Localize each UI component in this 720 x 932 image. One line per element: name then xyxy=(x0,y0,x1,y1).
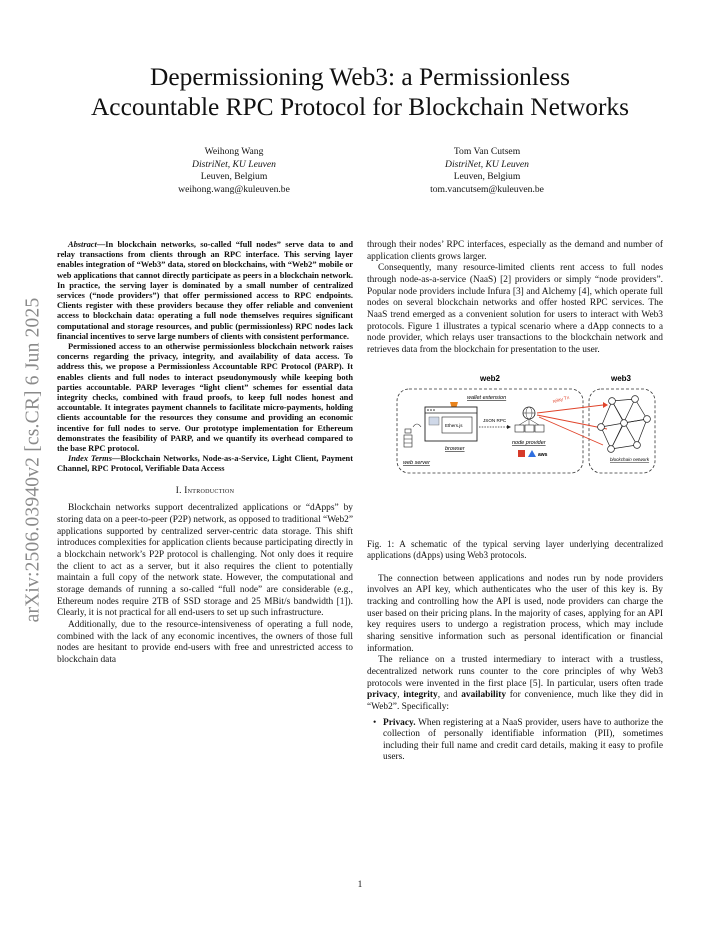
continued-paragraph: through their nodes’ RPC interfaces, especially as the demand and number of application clients grows larger. xyxy=(367,240,663,262)
arxiv-identifier xyxy=(20,235,46,685)
web3-label: web3 xyxy=(611,373,632,383)
browser-label: browser xyxy=(445,445,465,452)
aws-logo: aws xyxy=(538,451,548,458)
author-affiliation: DistriNet, KU Leuven xyxy=(445,158,529,170)
author-name: Weihong Wang xyxy=(204,146,264,157)
left-column xyxy=(57,240,353,667)
text-span: , xyxy=(397,690,404,701)
paragraph-naas: Consequently, many resource-limited clients rent access to full nodes through node-as-a-service (NaaS) [2] providers or simply “node providers”. Popular node providers include Infura [3] and Alchemy [4], which operate full nodes on several blockchain networks and offer hosted RPC services. The NaaS trend emerged as a convenient solution for users to interact with Web3 protocols. Figure 1 illustrates a typical scenario where a dApp connects to a node provider, which relays user transactions to the blockchain network and retrieves data from the blockchain for presentation to the user. xyxy=(367,263,663,355)
arxiv-stamp-text: arXiv:2506.03940v2 [cs.CR] 6 Jun 2025 xyxy=(22,297,43,623)
author-affiliation: DistriNet, KU Leuven xyxy=(192,158,276,170)
figure-1-schematic xyxy=(367,369,663,529)
paragraph-trusted-intermediary xyxy=(367,655,663,713)
right-column xyxy=(367,240,663,764)
json-rpc-arrowhead xyxy=(507,425,511,429)
web-server-label: web server xyxy=(403,459,430,466)
abstract-paragraph-2: Permissioned access to an otherwise permissionless blockchain network raises concerns regarding the privacy, integrity, and availability of data access. To address this, we propose a Permissionless Accountable RPC Protocol (PARP). It enables clients and full nodes to interact pseudonymously while keeping both parties accountable. PARP leverages “light client” schemes for essential data integrity checks, combined with fraud proofs, to keep full nodes honest and accountable. It integrates payment channels to facilitate micro-payments, holding clients accountable for the resources they consume and providing an economic incentive for full nodes to serve. Our prototype implementation for Ethereum demonstrates the feasibility of PARP, and we quantify its overhead compared to the base RPC protocol. xyxy=(57,342,353,454)
abstract-lead: Abstract xyxy=(68,240,97,249)
intro-paragraph-2: Additionally, due to the resource-intensiveness of operating a full node, combined with the lack of any economic incentives, the owners of those full nodes are hesitant to provide end-users with free and unrestricted access to blockchain data xyxy=(57,619,353,665)
concerns-list xyxy=(367,718,663,765)
json-rpc-label: JSON RPC xyxy=(483,417,507,423)
node-provider-icon xyxy=(515,407,544,432)
figure-caption: Fig. 1: A schematic of the typical serving layer underlying decentralized applications (dApps) using Web3 protocols. xyxy=(367,539,663,561)
author-block-1 xyxy=(104,146,364,196)
web2-label: web2 xyxy=(480,373,501,383)
page-number: 1 xyxy=(357,880,363,890)
term-privacy: privacy xyxy=(367,690,398,701)
author-location: Leuven, Belgium xyxy=(453,171,521,183)
title-line-1: Depermissioning Web3: a Permissionless xyxy=(150,63,570,91)
node-provider-label: node provider xyxy=(512,439,546,446)
web-server-icon xyxy=(404,424,421,447)
relay-tx-label: relay Tx xyxy=(552,395,571,405)
section-heading: I. Introduction xyxy=(175,484,235,495)
paper-title xyxy=(0,62,720,122)
paragraph-api-key: The connection between applications and nodes run by node providers involves an API key, which authenticates who the user of this key is. By tracking and controlling how the API is used, node providers can charge the user based on their pricing plans. In the majority of cases, applying for an API key requires users to undergo a registration process, which may include sharing sensitive information such as personal identification or financial information. xyxy=(367,573,663,654)
index-terms-lead: Index Terms xyxy=(68,454,112,464)
author-email: weihong.wang@kuleuven.be xyxy=(178,183,290,195)
text-span: for convenience, much like they did in “Web2”. Specifically: xyxy=(367,690,664,712)
provider-logos xyxy=(518,450,536,457)
author-name: Tom Van Cutsem xyxy=(453,146,521,157)
intro-paragraph-1: Blockchain networks support decentralized applications or “dApps” by storing data on a peer-to-peer (P2P) network, as opposed to traditional “Web2” applications supported by centralized server-centric data storage. This shift introduces complexities for application clients because participating directly in a blockchain network’s P2P protocol is challenging. Not only does it require the client to act as a server, but it also requires the client to potentially maintain a full copy of the network state. However, the computational and storage demands of running a so-called “full node” are considerable (e.g., Ethereum nodes require 2TB of SSD storage and 25 MBit/s bandwidth [1]). Clearly, it is not practical for all end-users to set up such infrastructure. xyxy=(57,503,353,619)
relay-tx-arrows xyxy=(537,402,608,445)
text-span: , and xyxy=(437,690,462,701)
ethers-js-label: Ethers.js xyxy=(445,422,463,428)
abstract-paragraph-1 xyxy=(57,240,353,342)
text-span: The reliance on a trusted intermediary to interact with a trustless, decentralized network runs counter to the core principles of why Web3 protocols were invented in the first place [5]. In particular, users often trade xyxy=(367,655,663,689)
author-email: tom.vancutsem@kuleuven.be xyxy=(430,183,544,195)
blockchain-network-label: blockchain network xyxy=(610,456,650,462)
index-terms-text: —Blockchain Networks, Node-as-a-Service, Light Client, Payment Channel, RPC Protocol, Verifiable Data Access xyxy=(57,454,353,474)
list-item-privacy xyxy=(383,718,663,765)
author-location: Leuven, Belgium xyxy=(200,171,268,183)
title-line-2: Accountable RPC Protocol for Blockchain Networks xyxy=(90,93,630,121)
abstract-text-1: —In blockchain networks, so-called “full nodes” serve data to and relay transactions from clients through an RPC interface. This serving layer enables integration of “Web3” data, stored on blockchains, with “Web2” mobile or web applications that cannot directly participate as peers in a blockchain network. In practice, the serving layer is dominated by a small number of centralized services (“node providers”) that offer permissioned access to RPC endpoints. Clients register with these providers because they offer reliable and convenient access to blockchain data: operating a full node themselves requires significant computational and storage resources, and public (permissionless) RPC nodes lack financial incentives to serve large numbers of clients with consistent performance. xyxy=(57,240,353,341)
index-terms xyxy=(57,454,353,474)
term-integrity: integrity xyxy=(403,690,438,701)
term-availability: availability xyxy=(461,690,507,701)
author-block-2 xyxy=(357,146,617,196)
bullet-lead: Privacy. xyxy=(383,717,416,728)
bullet-text: When registering at a NaaS provider, users have to authorize the collection of personally identifiable information (PII), sometimes including their full name and credit card details, making it easy to profile users. xyxy=(383,717,663,763)
wallet-extension-label: wallet extension xyxy=(467,394,507,401)
